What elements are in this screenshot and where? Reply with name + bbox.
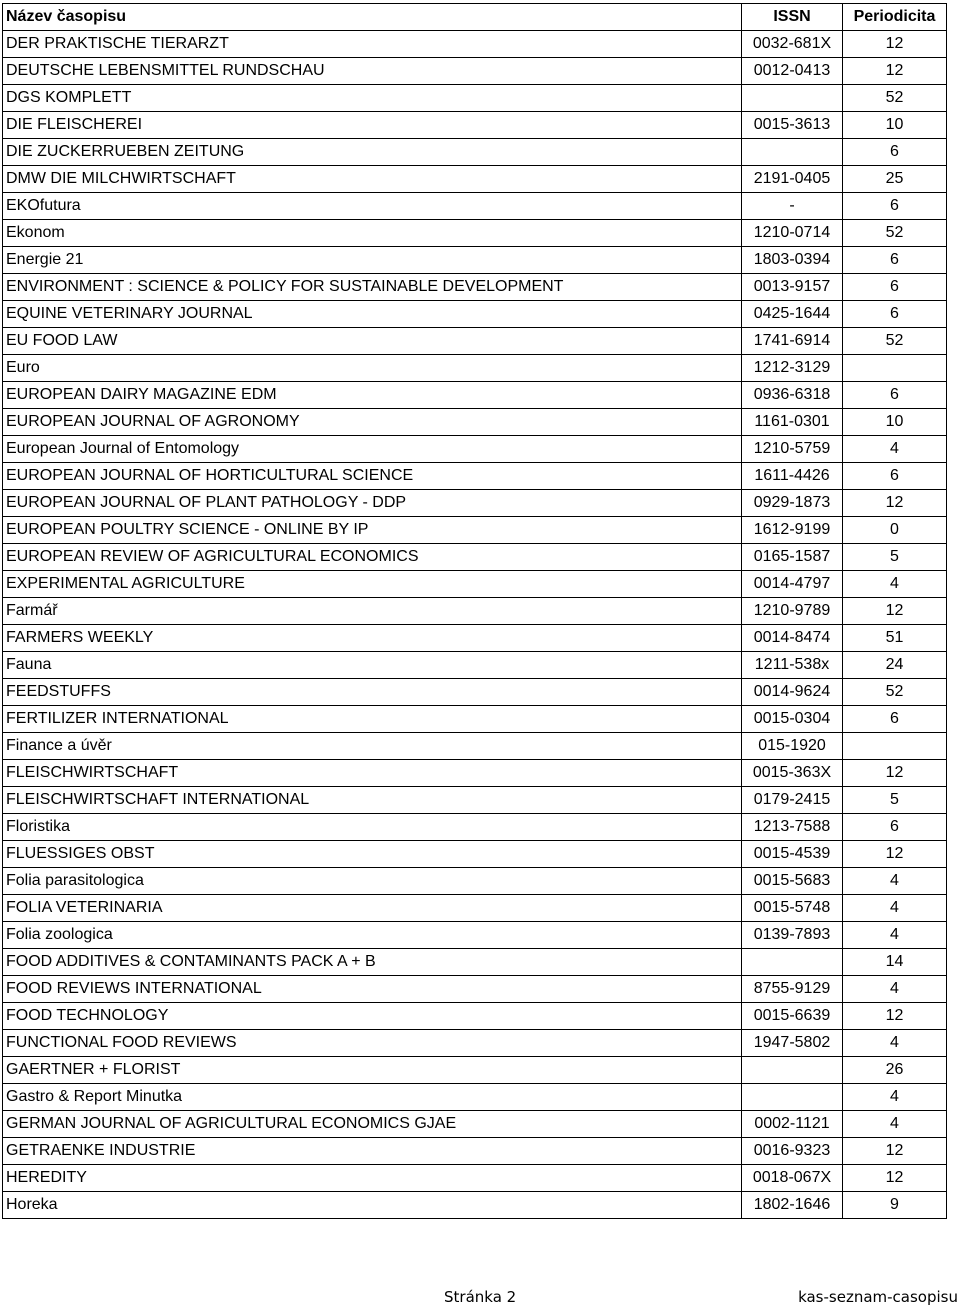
periodicity-cell bbox=[843, 733, 947, 760]
table-row bbox=[3, 787, 947, 814]
issn-cell: 1161-0301 bbox=[742, 409, 843, 436]
journal-name-cell: Fauna bbox=[3, 652, 742, 679]
table-row bbox=[3, 571, 947, 598]
issn-cell: 0139-7893 bbox=[742, 922, 843, 949]
table-row bbox=[3, 706, 947, 733]
table-row bbox=[3, 1084, 947, 1111]
journal-table bbox=[2, 3, 947, 1219]
issn-cell: 0929-1873 bbox=[742, 490, 843, 517]
table-row bbox=[3, 193, 947, 220]
periodicity-cell: 4 bbox=[843, 571, 947, 598]
issn-cell: 0425-1644 bbox=[742, 301, 843, 328]
issn-cell: 2191-0405 bbox=[742, 166, 843, 193]
issn-cell: 0015-5683 bbox=[742, 868, 843, 895]
periodicity-cell: 12 bbox=[843, 58, 947, 85]
journal-name-cell: FOOD ADDITIVES & CONTAMINANTS PACK A + B bbox=[3, 949, 742, 976]
periodicity-cell: 12 bbox=[843, 1165, 947, 1192]
table-row bbox=[3, 814, 947, 841]
journal-name-cell: ENVIRONMENT : SCIENCE & POLICY FOR SUSTAINABLE DEVELOPMENT bbox=[3, 274, 742, 301]
journal-name-cell: FOOD REVIEWS INTERNATIONAL bbox=[3, 976, 742, 1003]
periodicity-cell: 4 bbox=[843, 1111, 947, 1138]
journal-name-cell: FUNCTIONAL FOOD REVIEWS bbox=[3, 1030, 742, 1057]
journal-name-cell: FLUESSIGES OBST bbox=[3, 841, 742, 868]
table-row bbox=[3, 517, 947, 544]
issn-cell bbox=[742, 139, 843, 166]
journal-name-cell: DMW DIE MILCHWIRTSCHAFT bbox=[3, 166, 742, 193]
periodicity-cell: 52 bbox=[843, 85, 947, 112]
table-row bbox=[3, 112, 947, 139]
journal-name-cell: Horeka bbox=[3, 1192, 742, 1219]
journal-name-cell: FARMERS WEEKLY bbox=[3, 625, 742, 652]
table-row bbox=[3, 679, 947, 706]
periodicity-cell: 4 bbox=[843, 1030, 947, 1057]
issn-cell bbox=[742, 949, 843, 976]
table-row bbox=[3, 274, 947, 301]
periodicity-cell: 12 bbox=[843, 598, 947, 625]
journal-name-cell: Folia zoologica bbox=[3, 922, 742, 949]
journal-name-cell: Energie 21 bbox=[3, 247, 742, 274]
periodicity-cell: 24 bbox=[843, 652, 947, 679]
journal-name-cell: EUROPEAN POULTRY SCIENCE - ONLINE BY IP bbox=[3, 517, 742, 544]
periodicity-cell: 12 bbox=[843, 760, 947, 787]
periodicity-cell: 6 bbox=[843, 706, 947, 733]
issn-cell: 1213-7588 bbox=[742, 814, 843, 841]
periodicity-cell: 4 bbox=[843, 868, 947, 895]
journal-name-cell: FERTILIZER INTERNATIONAL bbox=[3, 706, 742, 733]
periodicity-cell: 5 bbox=[843, 787, 947, 814]
periodicity-cell: 9 bbox=[843, 1192, 947, 1219]
periodicity-cell: 4 bbox=[843, 922, 947, 949]
issn-cell: 0014-9624 bbox=[742, 679, 843, 706]
issn-cell: 0018-067X bbox=[742, 1165, 843, 1192]
table-row bbox=[3, 85, 947, 112]
table-row bbox=[3, 1003, 947, 1030]
table-row bbox=[3, 598, 947, 625]
table-row bbox=[3, 31, 947, 58]
journal-name-cell: FLEISCHWIRTSCHAFT bbox=[3, 760, 742, 787]
journal-name-cell: GETRAENKE INDUSTRIE bbox=[3, 1138, 742, 1165]
issn-cell: 0165-1587 bbox=[742, 544, 843, 571]
table-row bbox=[3, 436, 947, 463]
periodicity-cell: 4 bbox=[843, 1084, 947, 1111]
journal-name-cell: Floristika bbox=[3, 814, 742, 841]
issn-cell: 1210-5759 bbox=[742, 436, 843, 463]
issn-cell: 0015-363X bbox=[742, 760, 843, 787]
table-row bbox=[3, 409, 947, 436]
periodicity-cell: 6 bbox=[843, 301, 947, 328]
table-row bbox=[3, 976, 947, 1003]
issn-cell: 1741-6914 bbox=[742, 328, 843, 355]
table-row bbox=[3, 733, 947, 760]
issn-cell: 0936-6318 bbox=[742, 382, 843, 409]
journal-name-cell: EUROPEAN JOURNAL OF PLANT PATHOLOGY - DDP bbox=[3, 490, 742, 517]
periodicity-cell: 10 bbox=[843, 409, 947, 436]
periodicity-cell: 52 bbox=[843, 220, 947, 247]
periodicity-cell: 12 bbox=[843, 1138, 947, 1165]
table-header-row bbox=[3, 4, 947, 31]
issn-cell: 1611-4426 bbox=[742, 463, 843, 490]
periodicity-cell: 4 bbox=[843, 436, 947, 463]
journal-name-cell: FOOD TECHNOLOGY bbox=[3, 1003, 742, 1030]
periodicity-cell: 6 bbox=[843, 193, 947, 220]
table-row bbox=[3, 328, 947, 355]
issn-cell: 0015-4539 bbox=[742, 841, 843, 868]
table-row bbox=[3, 355, 947, 382]
issn-cell: 0015-6639 bbox=[742, 1003, 843, 1030]
journal-name-cell: FEEDSTUFFS bbox=[3, 679, 742, 706]
issn-cell: 1210-9789 bbox=[742, 598, 843, 625]
table-row bbox=[3, 760, 947, 787]
journal-name-cell: EUROPEAN REVIEW OF AGRICULTURAL ECONOMICS bbox=[3, 544, 742, 571]
journal-name-cell: EU FOOD LAW bbox=[3, 328, 742, 355]
issn-cell: 0016-9323 bbox=[742, 1138, 843, 1165]
periodicity-cell: 51 bbox=[843, 625, 947, 652]
header-periodicity: Periodicita bbox=[843, 4, 947, 31]
issn-cell: 1211-538x bbox=[742, 652, 843, 679]
journal-name-cell: FLEISCHWIRTSCHAFT INTERNATIONAL bbox=[3, 787, 742, 814]
table-row bbox=[3, 166, 947, 193]
table-row bbox=[3, 544, 947, 571]
journal-name-cell: Farmář bbox=[3, 598, 742, 625]
issn-cell: 1212-3129 bbox=[742, 355, 843, 382]
journal-name-cell: DEUTSCHE LEBENSMITTEL RUNDSCHAU bbox=[3, 58, 742, 85]
file-name: kas-seznam-casopisu bbox=[798, 1288, 958, 1306]
journal-name-cell: HEREDITY bbox=[3, 1165, 742, 1192]
table-row bbox=[3, 949, 947, 976]
issn-cell: 0015-3613 bbox=[742, 112, 843, 139]
table-row bbox=[3, 139, 947, 166]
table-row bbox=[3, 1165, 947, 1192]
periodicity-cell: 6 bbox=[843, 463, 947, 490]
table-row bbox=[3, 1111, 947, 1138]
issn-cell: 0013-9157 bbox=[742, 274, 843, 301]
periodicity-cell: 6 bbox=[843, 274, 947, 301]
journal-name-cell: Folia parasitologica bbox=[3, 868, 742, 895]
periodicity-cell: 14 bbox=[843, 949, 947, 976]
periodicity-cell: 6 bbox=[843, 382, 947, 409]
issn-cell: 0014-8474 bbox=[742, 625, 843, 652]
journal-name-cell: DER PRAKTISCHE TIERARZT bbox=[3, 31, 742, 58]
table-row bbox=[3, 1192, 947, 1219]
journal-name-cell: European Journal of Entomology bbox=[3, 436, 742, 463]
issn-cell: 1802-1646 bbox=[742, 1192, 843, 1219]
table-row bbox=[3, 1030, 947, 1057]
table-row bbox=[3, 895, 947, 922]
issn-cell: 0014-4797 bbox=[742, 571, 843, 598]
periodicity-cell: 4 bbox=[843, 976, 947, 1003]
issn-cell: 1612-9199 bbox=[742, 517, 843, 544]
periodicity-cell: 6 bbox=[843, 139, 947, 166]
journal-name-cell: Gastro & Report Minutka bbox=[3, 1084, 742, 1111]
table-row bbox=[3, 868, 947, 895]
journal-name-cell: FOLIA VETERINARIA bbox=[3, 895, 742, 922]
journal-name-cell: EUROPEAN DAIRY MAGAZINE EDM bbox=[3, 382, 742, 409]
journal-name-cell: DIE FLEISCHEREI bbox=[3, 112, 742, 139]
issn-cell: 0012-0413 bbox=[742, 58, 843, 85]
table-row bbox=[3, 58, 947, 85]
issn-cell bbox=[742, 85, 843, 112]
journal-name-cell: Finance a úvěr bbox=[3, 733, 742, 760]
header-issn: ISSN bbox=[742, 4, 843, 31]
table-row bbox=[3, 382, 947, 409]
table-row bbox=[3, 1138, 947, 1165]
issn-cell: 1210-0714 bbox=[742, 220, 843, 247]
header-journal-name: Název časopisu bbox=[3, 4, 742, 31]
journal-name-cell: GERMAN JOURNAL OF AGRICULTURAL ECONOMICS GJAE bbox=[3, 1111, 742, 1138]
table-row bbox=[3, 463, 947, 490]
issn-cell: 0179-2415 bbox=[742, 787, 843, 814]
issn-cell: - bbox=[742, 193, 843, 220]
table-row bbox=[3, 247, 947, 274]
journal-name-cell: GAERTNER + FLORIST bbox=[3, 1057, 742, 1084]
issn-cell: 015-1920 bbox=[742, 733, 843, 760]
table-row bbox=[3, 301, 947, 328]
table-row bbox=[3, 625, 947, 652]
journal-name-cell: EUROPEAN JOURNAL OF AGRONOMY bbox=[3, 409, 742, 436]
table-row bbox=[3, 1057, 947, 1084]
periodicity-cell: 10 bbox=[843, 112, 947, 139]
table-row bbox=[3, 841, 947, 868]
periodicity-cell: 6 bbox=[843, 814, 947, 841]
periodicity-cell: 6 bbox=[843, 247, 947, 274]
issn-cell: 0015-0304 bbox=[742, 706, 843, 733]
periodicity-cell: 12 bbox=[843, 1003, 947, 1030]
journal-name-cell: Euro bbox=[3, 355, 742, 382]
issn-cell: 0015-5748 bbox=[742, 895, 843, 922]
table-row bbox=[3, 652, 947, 679]
periodicity-cell: 0 bbox=[843, 517, 947, 544]
issn-cell: 1947-5802 bbox=[742, 1030, 843, 1057]
periodicity-cell: 52 bbox=[843, 679, 947, 706]
journal-name-cell: Ekonom bbox=[3, 220, 742, 247]
periodicity-cell: 25 bbox=[843, 166, 947, 193]
journal-name-cell: DGS KOMPLETT bbox=[3, 85, 742, 112]
page-number: Stránka 2 bbox=[444, 1288, 517, 1306]
journal-name-cell: EQUINE VETERINARY JOURNAL bbox=[3, 301, 742, 328]
journal-name-cell: EXPERIMENTAL AGRICULTURE bbox=[3, 571, 742, 598]
journal-name-cell: EKOfutura bbox=[3, 193, 742, 220]
periodicity-cell bbox=[843, 355, 947, 382]
journal-name-cell: DIE ZUCKERRUEBEN ZEITUNG bbox=[3, 139, 742, 166]
table-row bbox=[3, 220, 947, 247]
issn-cell bbox=[742, 1057, 843, 1084]
issn-cell: 1803-0394 bbox=[742, 247, 843, 274]
issn-cell bbox=[742, 1084, 843, 1111]
issn-cell: 8755-9129 bbox=[742, 976, 843, 1003]
table-row bbox=[3, 922, 947, 949]
periodicity-cell: 12 bbox=[843, 490, 947, 517]
periodicity-cell: 12 bbox=[843, 841, 947, 868]
periodicity-cell: 5 bbox=[843, 544, 947, 571]
journal-name-cell: EUROPEAN JOURNAL OF HORTICULTURAL SCIENCE bbox=[3, 463, 742, 490]
table-row bbox=[3, 490, 947, 517]
issn-cell: 0002-1121 bbox=[742, 1111, 843, 1138]
issn-cell: 0032-681X bbox=[742, 31, 843, 58]
periodicity-cell: 4 bbox=[843, 895, 947, 922]
periodicity-cell: 12 bbox=[843, 31, 947, 58]
periodicity-cell: 52 bbox=[843, 328, 947, 355]
periodicity-cell: 26 bbox=[843, 1057, 947, 1084]
